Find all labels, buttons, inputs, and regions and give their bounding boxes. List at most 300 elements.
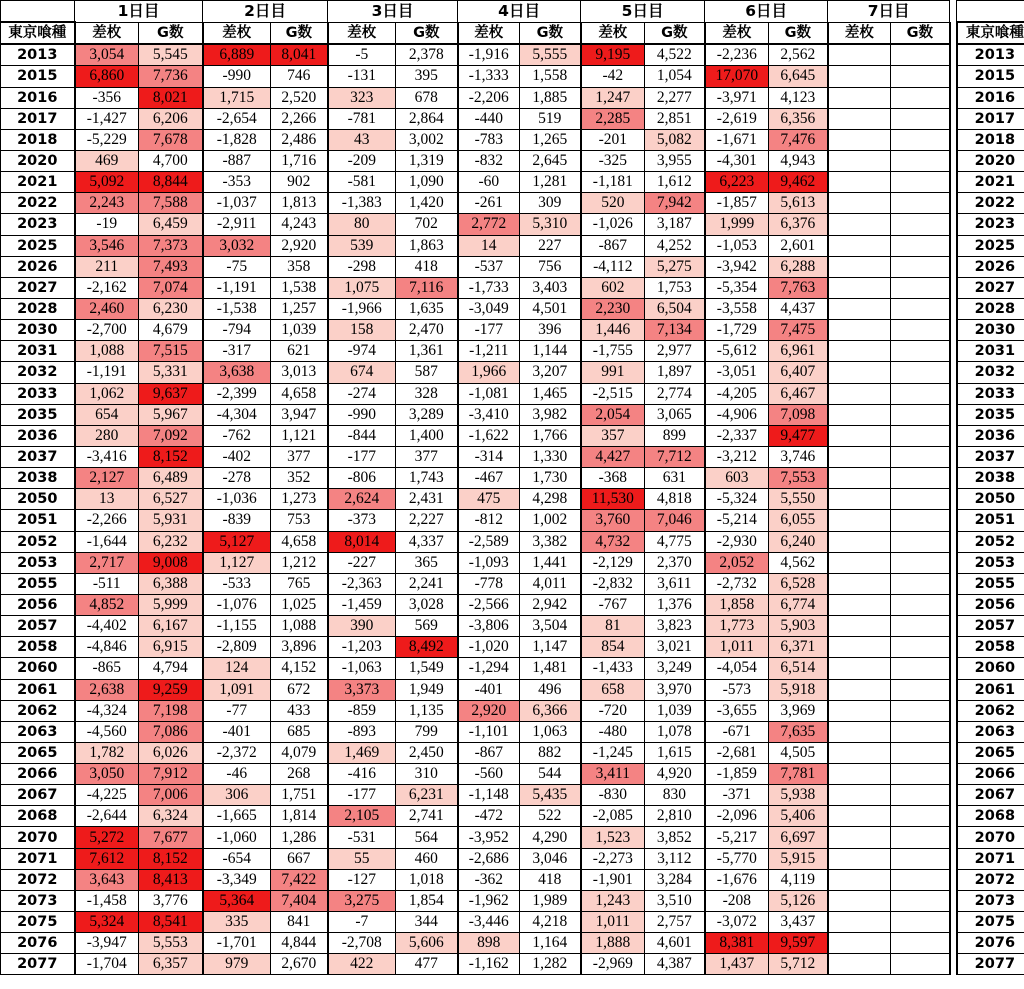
gap-cell (950, 129, 957, 150)
games-cell: 4,290 (520, 827, 581, 848)
games-cell: 4,152 (271, 658, 328, 679)
games-cell: 6,232 (139, 531, 203, 552)
games-cell: 2,601 (769, 235, 828, 256)
games-cell: 4,943 (769, 150, 828, 171)
diff-cell (828, 637, 891, 658)
diff-cell: 1,782 (75, 742, 139, 763)
table-row (1, 510, 1024, 531)
machine-number-right: 2065 (957, 742, 1024, 763)
diff-cell: -2,619 (705, 108, 769, 129)
games-cell: 268 (271, 764, 328, 785)
games-cell: 9,462 (769, 172, 828, 193)
games-cell: 1,885 (520, 87, 581, 108)
games-cell (891, 954, 950, 975)
diff-cell: -1,701 (203, 933, 271, 954)
games-header: G数 (396, 22, 458, 44)
diff-cell: 1,062 (75, 383, 139, 404)
table-row (1, 277, 1024, 298)
diff-cell: -371 (705, 785, 769, 806)
diff-cell: -2,236 (705, 44, 769, 66)
diff-cell: -865 (75, 658, 139, 679)
games-cell: 6,407 (769, 362, 828, 383)
games-cell: 344 (396, 912, 458, 933)
diff-cell: 1,091 (203, 679, 271, 700)
games-cell: 1,078 (645, 721, 705, 742)
games-cell: 3,955 (645, 150, 705, 171)
games-cell: 1,025 (271, 594, 328, 615)
games-cell: 7,422 (271, 869, 328, 890)
diff-header: 差枚 (328, 22, 396, 44)
games-cell: 799 (396, 721, 458, 742)
diff-cell: -887 (203, 150, 271, 171)
machine-number-right: 2032 (957, 362, 1024, 383)
diff-cell: 2,105 (328, 806, 396, 827)
games-cell: 4,658 (271, 383, 328, 404)
sub-header-row (1, 22, 1024, 44)
diff-cell: -832 (458, 150, 520, 171)
diff-cell: 2,772 (458, 214, 520, 235)
games-cell: 1,635 (396, 298, 458, 319)
games-cell (891, 616, 950, 637)
diff-cell: -1,026 (581, 214, 645, 235)
games-cell (891, 510, 950, 531)
diff-cell (828, 827, 891, 848)
table-row (1, 446, 1024, 467)
games-cell: 5,918 (769, 679, 828, 700)
diff-cell: -5,229 (75, 129, 139, 150)
games-cell: 2,562 (769, 44, 828, 66)
machine-number-right: 2058 (957, 637, 1024, 658)
day-header: 4日目 (458, 1, 581, 23)
games-cell: 746 (271, 66, 328, 87)
diff-cell: 674 (328, 362, 396, 383)
games-header: G数 (271, 22, 328, 44)
gap-cell (950, 193, 957, 214)
gap-cell (950, 785, 957, 806)
games-cell: 1,441 (520, 552, 581, 573)
gap-cell (950, 510, 957, 531)
games-cell: 7,476 (769, 129, 828, 150)
games-cell: 328 (396, 383, 458, 404)
games-cell: 8,541 (139, 912, 203, 933)
diff-cell: 14 (458, 235, 520, 256)
diff-cell: -531 (328, 827, 396, 848)
diff-cell (828, 468, 891, 489)
diff-header: 差枚 (203, 22, 271, 44)
table-row (1, 552, 1024, 573)
table-row (1, 764, 1024, 785)
gap-cell (950, 594, 957, 615)
games-cell: 8,041 (271, 44, 328, 66)
diff-cell: -131 (328, 66, 396, 87)
games-cell: 3,207 (520, 362, 581, 383)
games-cell: 1,281 (520, 172, 581, 193)
diff-cell: -75 (203, 256, 271, 277)
diff-cell: -1,966 (328, 298, 396, 319)
diff-cell: -2,809 (203, 637, 271, 658)
table-row (1, 298, 1024, 319)
games-cell: 4,700 (139, 150, 203, 171)
diff-cell: -783 (458, 129, 520, 150)
games-cell (891, 552, 950, 573)
diff-cell: -720 (581, 700, 645, 721)
games-cell: 667 (271, 848, 328, 869)
diff-cell: -3,558 (705, 298, 769, 319)
diff-cell: -1,101 (458, 721, 520, 742)
diff-cell: 390 (328, 616, 396, 637)
games-cell: 310 (396, 764, 458, 785)
diff-cell: -806 (328, 468, 396, 489)
gap-cell (950, 764, 957, 785)
games-cell: 377 (396, 446, 458, 467)
diff-cell: 323 (328, 87, 396, 108)
diff-cell: -356 (75, 87, 139, 108)
games-cell: 5,967 (139, 404, 203, 425)
diff-cell: 5,127 (203, 531, 271, 552)
diff-cell (828, 44, 891, 66)
games-cell: 765 (271, 573, 328, 594)
diff-cell: -2,273 (581, 848, 645, 869)
games-cell: 7,493 (139, 256, 203, 277)
machine-number: 2021 (1, 172, 75, 193)
diff-cell: -1,053 (705, 235, 769, 256)
diff-cell (828, 954, 891, 975)
gap-cell (950, 954, 957, 975)
games-cell: 631 (645, 468, 705, 489)
games-cell: 2,450 (396, 742, 458, 763)
diff-cell: -1,671 (705, 129, 769, 150)
games-cell: 4,601 (645, 933, 705, 954)
games-cell: 6,366 (520, 700, 581, 721)
games-cell: 3,504 (520, 616, 581, 637)
diff-cell: 9,195 (581, 44, 645, 66)
games-cell: 6,489 (139, 468, 203, 489)
day-header-row (1, 1, 1024, 23)
diff-cell: -261 (458, 193, 520, 214)
games-cell: 7,912 (139, 764, 203, 785)
diff-cell: -3,072 (705, 912, 769, 933)
diff-cell: -2,206 (458, 87, 520, 108)
games-cell: 1,319 (396, 150, 458, 171)
table-row (1, 594, 1024, 615)
diff-cell (828, 912, 891, 933)
table-row (1, 256, 1024, 277)
corner-blank (1, 1, 75, 23)
gap-cell (950, 383, 957, 404)
gap-cell (950, 848, 957, 869)
games-cell: 6,388 (139, 573, 203, 594)
games-cell: 477 (396, 954, 458, 975)
machine-number: 2026 (1, 256, 75, 277)
games-cell: 587 (396, 362, 458, 383)
games-cell: 621 (271, 341, 328, 362)
games-cell: 2,810 (645, 806, 705, 827)
games-cell: 6,774 (769, 594, 828, 615)
gap-cell (950, 912, 957, 933)
gap-cell (950, 235, 957, 256)
machine-number-right: 2013 (957, 44, 1024, 66)
diff-cell: 8,014 (328, 531, 396, 552)
games-cell: 522 (520, 806, 581, 827)
diff-cell: 3,411 (581, 764, 645, 785)
gap-cell (950, 298, 957, 319)
machine-number-right: 2021 (957, 172, 1024, 193)
games-cell: 1,039 (271, 320, 328, 341)
diff-cell: 1,011 (581, 912, 645, 933)
diff-cell (828, 890, 891, 911)
games-cell (891, 869, 950, 890)
machine-number-right: 2063 (957, 721, 1024, 742)
diff-cell: 4,732 (581, 531, 645, 552)
table-row (1, 954, 1024, 975)
diff-cell (828, 277, 891, 298)
diff-cell: 2,127 (75, 468, 139, 489)
games-cell (891, 573, 950, 594)
games-cell: 2,757 (645, 912, 705, 933)
diff-cell: -317 (203, 341, 271, 362)
diff-cell: -298 (328, 256, 396, 277)
machine-number: 2065 (1, 742, 75, 763)
games-cell: 6,324 (139, 806, 203, 827)
diff-cell: 1,888 (581, 933, 645, 954)
diff-cell: 654 (75, 404, 139, 425)
games-cell: 5,550 (769, 489, 828, 510)
diff-cell (828, 679, 891, 700)
games-cell: 3,746 (769, 446, 828, 467)
diff-cell: -1,859 (705, 764, 769, 785)
games-cell: 5,712 (769, 954, 828, 975)
games-cell: 1,212 (271, 552, 328, 573)
games-cell: 6,371 (769, 637, 828, 658)
diff-cell: 1,011 (705, 637, 769, 658)
games-cell: 6,459 (139, 214, 203, 235)
diff-cell: 13 (75, 489, 139, 510)
diff-cell: 1,858 (705, 594, 769, 615)
diff-cell: 1,247 (581, 87, 645, 108)
games-cell: 3,896 (271, 637, 328, 658)
games-cell: 4,658 (271, 531, 328, 552)
gap-cell (950, 827, 957, 848)
diff-cell: -5,217 (705, 827, 769, 848)
table-row (1, 806, 1024, 827)
diff-cell: -362 (458, 869, 520, 890)
diff-cell: -401 (203, 721, 271, 742)
games-cell (891, 235, 950, 256)
games-cell: 3,187 (645, 214, 705, 235)
games-cell: 352 (271, 468, 328, 489)
diff-cell: -4,846 (75, 637, 139, 658)
diff-cell: -1,076 (203, 594, 271, 615)
diff-cell: 1,999 (705, 214, 769, 235)
games-cell: 4,298 (520, 489, 581, 510)
games-cell: 5,126 (769, 890, 828, 911)
diff-cell (828, 172, 891, 193)
machine-number: 2013 (1, 44, 75, 66)
machine-number-right: 2050 (957, 489, 1024, 510)
games-cell: 1,751 (271, 785, 328, 806)
diff-cell: -1,962 (458, 890, 520, 911)
diff-cell: -5 (328, 44, 396, 66)
diff-cell: 1,437 (705, 954, 769, 975)
gap-cell (950, 531, 957, 552)
games-cell: 7,116 (396, 277, 458, 298)
diff-cell: -3,416 (75, 446, 139, 467)
diff-cell: -208 (705, 890, 769, 911)
games-cell: 8,021 (139, 87, 203, 108)
games-header: G数 (891, 22, 950, 44)
diff-cell: 2,230 (581, 298, 645, 319)
machine-number-right: 2026 (957, 256, 1024, 277)
diff-cell: 2,920 (458, 700, 520, 721)
machine-number-right: 2072 (957, 869, 1024, 890)
machine-number: 2032 (1, 362, 75, 383)
games-cell: 7,404 (271, 890, 328, 911)
games-cell: 227 (520, 235, 581, 256)
diff-cell: -4,225 (75, 785, 139, 806)
table-row (1, 214, 1024, 235)
games-cell: 5,310 (520, 214, 581, 235)
diff-header: 差枚 (828, 22, 891, 44)
games-cell (891, 66, 950, 87)
gap-cell (950, 637, 957, 658)
diff-cell: -1,857 (705, 193, 769, 214)
machine-number-right: 2036 (957, 425, 1024, 446)
diff-header: 差枚 (75, 22, 139, 44)
diff-cell: 5,324 (75, 912, 139, 933)
diff-cell (828, 446, 891, 467)
games-cell: 2,741 (396, 806, 458, 827)
games-cell: 460 (396, 848, 458, 869)
diff-cell: -1,622 (458, 425, 520, 446)
diff-cell: 1,075 (328, 277, 396, 298)
games-cell: 6,376 (769, 214, 828, 235)
diff-cell: -3,655 (705, 700, 769, 721)
diff-cell: -1,036 (203, 489, 271, 510)
games-cell: 3,403 (520, 277, 581, 298)
diff-cell: 2,638 (75, 679, 139, 700)
diff-cell (828, 933, 891, 954)
machine-number-right: 2018 (957, 129, 1024, 150)
gap-cell (950, 341, 957, 362)
diff-cell: 357 (581, 425, 645, 446)
diff-cell: -4,324 (75, 700, 139, 721)
table-row (1, 721, 1024, 742)
diff-cell: 2,285 (581, 108, 645, 129)
table-row (1, 489, 1024, 510)
games-cell: 2,520 (271, 87, 328, 108)
diff-cell: 602 (581, 277, 645, 298)
diff-cell: 3,054 (75, 44, 139, 66)
games-cell (891, 531, 950, 552)
games-cell (891, 700, 950, 721)
games-cell: 6,288 (769, 256, 828, 277)
gap-cell (950, 256, 957, 277)
games-cell (891, 129, 950, 150)
games-cell: 3,510 (645, 890, 705, 911)
games-cell (891, 594, 950, 615)
games-cell: 7,553 (769, 468, 828, 489)
diff-cell: -2,566 (458, 594, 520, 615)
games-cell: 2,774 (645, 383, 705, 404)
games-cell: 7,678 (139, 129, 203, 150)
games-cell: 1,716 (271, 150, 328, 171)
games-cell: 5,406 (769, 806, 828, 827)
diff-cell: -1,211 (458, 341, 520, 362)
games-cell: 309 (520, 193, 581, 214)
diff-cell: -5,612 (705, 341, 769, 362)
diff-cell: -3,212 (705, 446, 769, 467)
games-cell: 9,477 (769, 425, 828, 446)
games-cell (891, 44, 950, 66)
machine-number-right: 2038 (957, 468, 1024, 489)
diff-cell: 2,052 (705, 552, 769, 573)
machine-number: 2061 (1, 679, 75, 700)
diff-cell (828, 320, 891, 341)
games-cell: 2,920 (271, 235, 328, 256)
games-cell: 8,492 (396, 637, 458, 658)
diff-cell: -1,665 (203, 806, 271, 827)
games-cell: 1,002 (520, 510, 581, 531)
games-cell: 418 (396, 256, 458, 277)
games-cell: 2,378 (396, 44, 458, 66)
diff-cell: 603 (705, 468, 769, 489)
games-cell (891, 425, 950, 446)
diff-cell: 55 (328, 848, 396, 869)
games-cell: 5,331 (139, 362, 203, 383)
diff-cell: -177 (328, 446, 396, 467)
games-cell: 2,241 (396, 573, 458, 594)
machine-number: 2068 (1, 806, 75, 827)
diff-cell: 475 (458, 489, 520, 510)
games-cell: 2,431 (396, 489, 458, 510)
diff-cell: 3,546 (75, 235, 139, 256)
diff-cell: 5,364 (203, 890, 271, 911)
diff-cell: -209 (328, 150, 396, 171)
games-cell (891, 150, 950, 171)
games-cell: 3,776 (139, 890, 203, 911)
games-cell: 7,712 (645, 446, 705, 467)
machine-number: 2053 (1, 552, 75, 573)
diff-cell: 2,624 (328, 489, 396, 510)
games-cell: 841 (271, 912, 328, 933)
games-cell: 1,147 (520, 637, 581, 658)
games-cell: 519 (520, 108, 581, 129)
diff-cell: -227 (328, 552, 396, 573)
games-cell: 4,079 (271, 742, 328, 763)
table-row (1, 66, 1024, 87)
games-cell: 3,382 (520, 531, 581, 552)
games-cell: 7,781 (769, 764, 828, 785)
diff-cell: -581 (328, 172, 396, 193)
table-row (1, 531, 1024, 552)
diff-cell: -402 (203, 446, 271, 467)
games-cell: 6,167 (139, 616, 203, 637)
games-cell: 8,152 (139, 446, 203, 467)
diff-cell: -3,806 (458, 616, 520, 637)
games-cell: 4,775 (645, 531, 705, 552)
games-cell (891, 446, 950, 467)
gap-cell (950, 87, 957, 108)
games-cell: 4,337 (396, 531, 458, 552)
games-cell: 7,046 (645, 510, 705, 531)
diff-cell: 854 (581, 637, 645, 658)
games-cell: 7,086 (139, 721, 203, 742)
diff-cell: -812 (458, 510, 520, 531)
diff-cell: 280 (75, 425, 139, 446)
table-row (1, 848, 1024, 869)
games-cell: 3,249 (645, 658, 705, 679)
games-cell (891, 383, 950, 404)
